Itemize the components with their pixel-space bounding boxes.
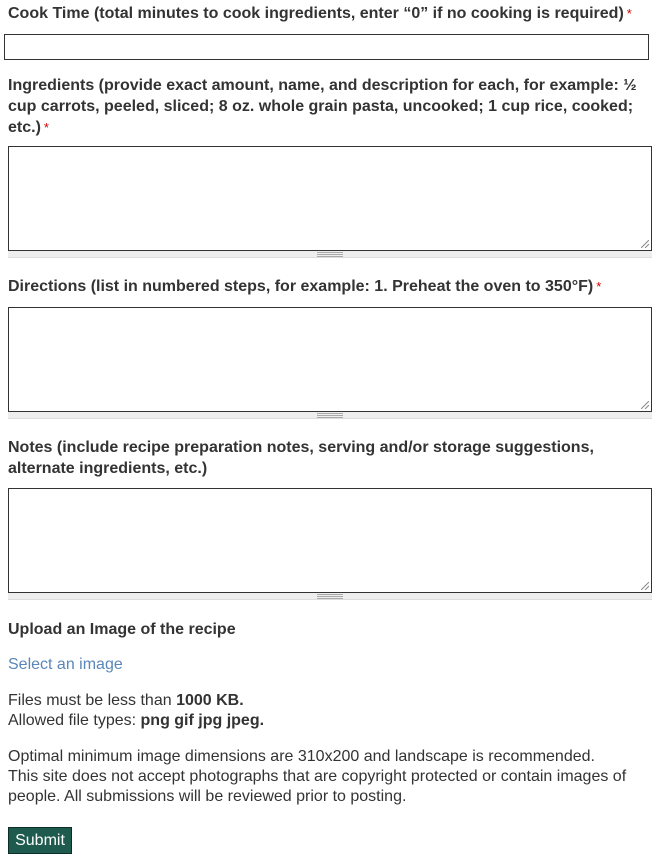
cook-time-label-text: Cook Time (total minutes to cook ingredients, enter “0” if no cooking is required)	[8, 5, 624, 22]
grip-lines-icon	[317, 594, 343, 599]
notes-textarea[interactable]	[8, 488, 652, 593]
ingredients-field	[8, 75, 652, 138]
file-size-prefix: Files must be less than	[8, 692, 172, 709]
file-types-note	[8, 711, 652, 731]
upload-link-row	[8, 655, 652, 675]
grip-lines-icon	[317, 413, 343, 418]
directions-textarea[interactable]	[8, 307, 652, 412]
resize-corner-icon[interactable]	[641, 240, 649, 248]
required-asterisk: *	[43, 120, 49, 135]
cook-time-input[interactable]	[4, 34, 649, 60]
resize-grip[interactable]	[8, 412, 652, 419]
resize-grip[interactable]	[8, 593, 652, 600]
resize-corner-icon[interactable]	[641, 401, 649, 409]
resize-grip[interactable]	[8, 251, 652, 258]
upload-heading	[8, 619, 652, 640]
cook-time-label	[8, 3, 652, 24]
file-types-prefix: Allowed file types:	[8, 712, 137, 729]
upload-label: Upload an Image of the recipe	[8, 621, 236, 638]
cook-time-field	[8, 3, 652, 24]
required-asterisk: *	[596, 279, 602, 294]
notes-field	[8, 437, 652, 479]
ingredients-textarea[interactable]	[8, 146, 652, 251]
required-asterisk: *	[626, 6, 632, 21]
file-size-limit: 1000 KB.	[176, 692, 244, 709]
directions-label-text: Directions (list in numbered steps, for example: 1. Preheat the oven to 350°F)	[8, 278, 594, 295]
select-image-link[interactable]: Select an image	[8, 656, 123, 673]
file-types-list: png gif jpg jpeg.	[140, 712, 265, 729]
dimensions-note: Optimal minimum image dimensions are 310x200 and landscape is recommended.	[8, 748, 595, 765]
resize-corner-icon[interactable]	[641, 582, 649, 590]
ingredients-label-text: Ingredients (provide exact amount, name, and description for each, for example: ½ cup carrots, peeled, sliced; 8 oz. whole grain pasta, uncooked; 1 cup rice, cooked; etc.)	[8, 77, 637, 136]
directions-field	[8, 276, 652, 297]
notes-label: Notes (include recipe preparation notes, serving and/or storage suggestions, alternate ingredients, etc.)	[8, 439, 594, 477]
grip-lines-icon	[317, 252, 343, 257]
policy-note: This site does not accept photographs that are copyright protected or contain images of people. All submissions will be reviewed prior to posting.	[8, 768, 627, 805]
directions-label	[8, 276, 652, 297]
ingredients-label	[8, 75, 652, 138]
submit-button[interactable]: Submit	[8, 827, 72, 854]
file-size-note	[8, 691, 652, 711]
